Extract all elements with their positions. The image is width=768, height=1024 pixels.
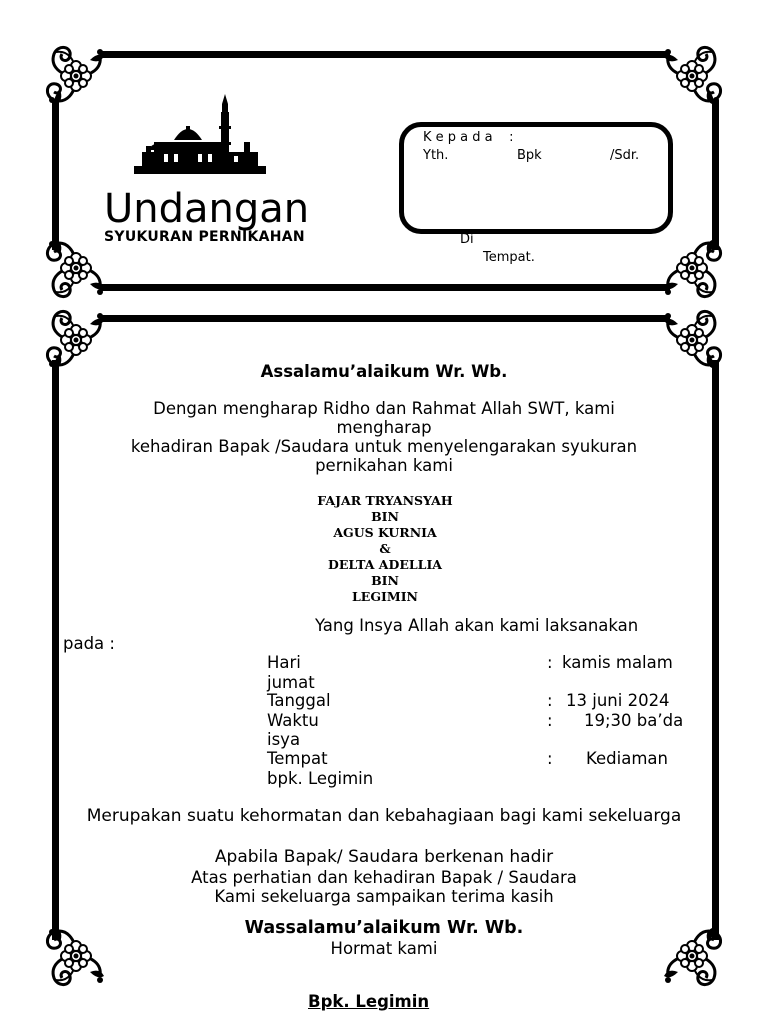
- schedule-intro: Yang Insya Allah akan kami laksanakan: [315, 616, 639, 635]
- floral-ornament-icon: [40, 232, 112, 304]
- couple-name-line: LEGIMIN: [352, 589, 418, 604]
- top-frame-border-right: [712, 100, 719, 250]
- detail-label-hari: Hari: [267, 653, 301, 672]
- farewell: Wassalamu’alaikum Wr. Wb.: [244, 918, 524, 938]
- detail-sep: :: [547, 749, 553, 768]
- couple-name-line: &: [379, 541, 391, 556]
- detail-cont-hari: jumat: [267, 673, 315, 692]
- detail-cont-waktu: isya: [267, 730, 301, 749]
- respect: Hormat kami: [330, 939, 438, 958]
- couple-name-line: FAJAR TRYANSYAH: [317, 493, 453, 508]
- floral-ornament-icon: [656, 232, 728, 304]
- invitation-title: Undangan: [104, 186, 310, 232]
- couple-name-line: BIN: [371, 573, 399, 588]
- detail-label-tanggal: Tanggal: [267, 691, 331, 710]
- couple-name-line: AGUS KURNIA: [333, 525, 437, 540]
- main-frame-border-left: [52, 360, 59, 940]
- closing-line-1: Merupakan suatu kehormatan dan kebahagiaan bagi kami sekeluarga: [86, 806, 682, 826]
- recipient-bpk: Bpk: [517, 148, 542, 163]
- signature: Bpk. Legimin: [308, 992, 430, 1011]
- couple-names: [230, 493, 540, 605]
- intro-line-2: kehadiran Bapak /Saudara untuk menyelengarakan syukuran pernikahan kami: [130, 437, 638, 475]
- detail-value-waktu: 19;30 ba’da: [584, 711, 684, 730]
- detail-sep: :: [547, 653, 553, 672]
- floral-ornament-icon: [656, 40, 728, 112]
- closing-line-3: Atas perhatian dan kehadiran Bapak / Saudara: [191, 868, 577, 887]
- floral-ornament-icon: [40, 40, 112, 112]
- detail-label-tempat: Tempat: [267, 749, 328, 768]
- invitation-subtitle: SYUKURAN PERNIKAHAN: [104, 229, 305, 245]
- detail-value-hari: kamis malam: [562, 653, 673, 672]
- recipient-kepada: K e p a d a :: [423, 130, 514, 145]
- closing-line-2: Apabila Bapak/ Saudara berkenan hadir: [214, 847, 554, 867]
- detail-cont-tempat: bpk. Legimin: [267, 769, 374, 788]
- recipient-sdr: /Sdr.: [610, 148, 640, 163]
- recipient-yth: Yth.: [423, 148, 449, 163]
- recipient-di: Di: [460, 232, 474, 247]
- top-frame-border-left: [52, 100, 59, 250]
- schedule-intro-cont: pada :: [63, 634, 115, 653]
- recipient-tempat: Tempat.: [483, 250, 535, 265]
- top-frame-border-bottom: [100, 284, 670, 291]
- top-frame-border-top: [100, 51, 670, 58]
- couple-name-line: DELTA ADELLIA: [328, 557, 442, 572]
- mosque-icon: [134, 92, 266, 174]
- main-frame-border-right: [712, 360, 719, 940]
- detail-value-tanggal: 13 juni 2024: [566, 691, 670, 710]
- detail-sep: :: [547, 691, 553, 710]
- detail-label-waktu: Waktu: [267, 711, 319, 730]
- intro-line-1: Dengan mengharap Ridho dan Rahmat Allah SWT, kami mengharap: [153, 399, 615, 437]
- detail-value-tempat: Kediaman: [586, 749, 668, 768]
- detail-sep: :: [547, 711, 553, 730]
- closing-line-4: Kami sekeluarga sampaikan terima kasih: [214, 887, 554, 906]
- greeting: Assalamu’alaikum Wr. Wb.: [260, 362, 508, 381]
- couple-name-line: BIN: [371, 509, 399, 524]
- main-frame-border-top: [100, 315, 670, 322]
